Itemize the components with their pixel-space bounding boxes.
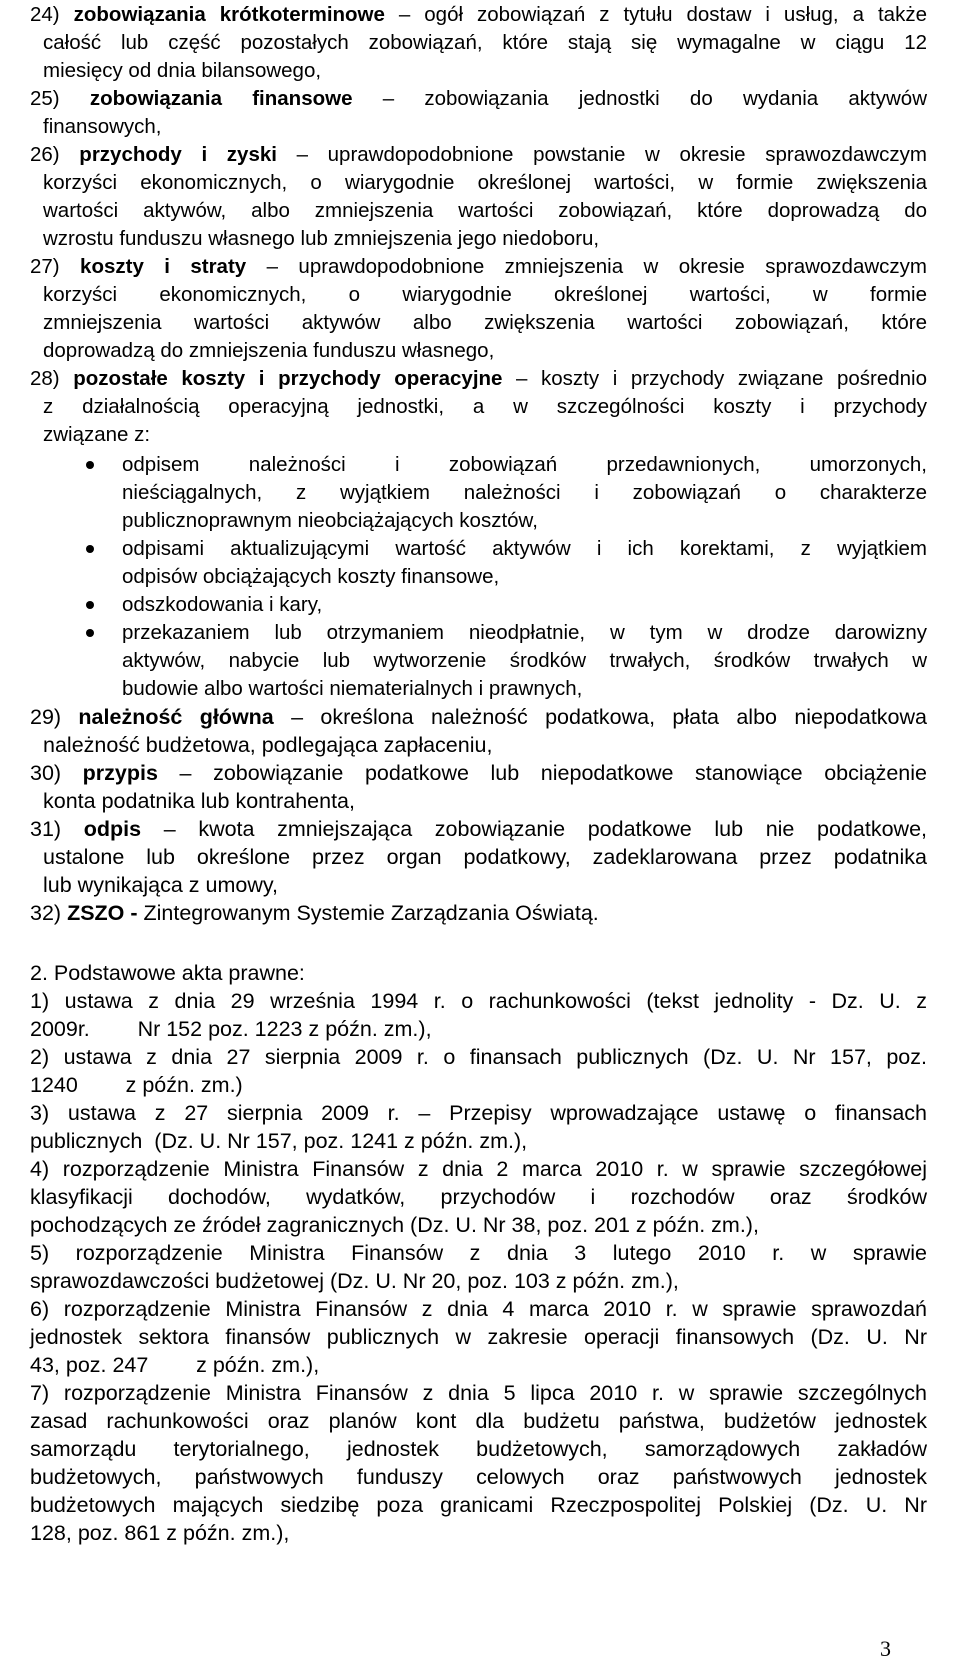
term-28: pozostałe koszty i przychody operacyjne (73, 367, 503, 390)
definition-27-line-4: doprowadzą do zmniejszenia funduszu własnego, (43, 339, 495, 362)
definition-31-line-3: lub wynikająca z umowy, (43, 873, 278, 897)
act-line-1: 1) ustawa z dnia 29 września 1994 r. o rachunkowości (tekst jednolity - Dz. U. z (30, 989, 927, 1013)
act-line-4: 1240 z późn. zm.) (30, 1073, 243, 1097)
act-line-9: pochodzących ze źródeł zagranicznych (Dz. U. Nr 38, poz. 201 z późn. zm.), (30, 1213, 759, 1237)
definition-31-line-1: 31) odpis – kwota zmniejszająca zobowiązanie podatkowe lub nie podatkowe, (30, 817, 927, 841)
term-24: zobowiązania krótkoterminowe (73, 3, 385, 26)
term-31: odpis (83, 817, 142, 841)
definition-26-line-4: wzrostu funduszu własnego lub zmniejszenia jego niedoboru, (43, 227, 600, 250)
act-line-19: budżetowych mających siedzibę poza granicami Rzeczpospolitej Polskiej (Dz. U. Nr (30, 1493, 927, 1517)
bullet-4-line-3: budowie albo wartości niematerialnych i prawnych, (122, 677, 583, 700)
act-line-11: sprawozdawczości budżetowej (Dz. U. Nr 20, poz. 103 z późn. zm.), (30, 1269, 679, 1293)
act-line-5: 3) ustawa z 27 sierpnia 2009 r. – Przepisy wprowadzające ustawę o finansach (30, 1101, 927, 1125)
definition-28-line-2: z działalnością operacyjną jednostki, a w szczególności koszty i przychody (43, 395, 927, 418)
definition-26-line-1: 26) przychody i zyski – uprawdopodobnione powstanie w okresie sprawozdawczym (30, 143, 927, 166)
definition-27-line-1: 27) koszty i straty – uprawdopodobnione zmniejszenia w okresie sprawozdawczym (30, 255, 927, 278)
term-27: koszty i straty (80, 255, 247, 278)
bullet-1-line-1: odpisem należności i zobowiązań przedawnionych, umorzonych, (122, 453, 927, 476)
bullet-2-line-1: odpisami aktualizującymi wartość aktywów i ich korektami, z wyjątkiem (122, 537, 927, 560)
act-line-16: zasad rachunkowości oraz planów kont dla budżetu państwa, budżetów jednostek (30, 1409, 927, 1433)
bullet-4-marker (86, 629, 94, 637)
act-line-18: budżetowych, państwowych funduszy celowych oraz państwowych jednostek (30, 1465, 927, 1489)
act-line-15: 7) rozporządzenie Ministra Finansów z dnia 5 lipca 2010 r. w sprawie szczególnych (30, 1381, 927, 1405)
section-2-heading: 2. Podstawowe akta prawne: (30, 961, 305, 985)
definition-32-line-1: 32) ZSZO - Zintegrowanym Systemie Zarządzania Oświatą. (30, 901, 599, 925)
act-line-2: 2009r. Nr 152 poz. 1223 z późn. zm.), (30, 1017, 432, 1041)
act-line-12: 6) rozporządzenie Ministra Finansów z dnia 4 marca 2010 r. w sprawie sprawozdań (30, 1297, 927, 1321)
act-line-10: 5) rozporządzenie Ministra Finansów z dnia 3 lutego 2010 r. w sprawie (30, 1241, 927, 1265)
act-line-17: samorządu terytorialnego, jednostek budżetowych, samorządowych zakładów (30, 1437, 927, 1461)
definition-28-line-3: związane z: (43, 423, 151, 446)
act-line-14: 43, poz. 247 z późn. zm.), (30, 1353, 320, 1377)
act-line-20: 128, poz. 861 z późn. zm.), (30, 1521, 290, 1545)
bullet-2-marker (86, 545, 94, 553)
act-line-3: 2) ustawa z dnia 27 sierpnia 2009 r. o finansach publicznych (Dz. U. Nr 157, poz. (30, 1045, 927, 1069)
term-30: przypis (82, 761, 158, 785)
definition-29-line-2: należność budżetowa, podlegająca zapłaceniu, (43, 733, 493, 757)
bullet-3-marker (86, 601, 94, 609)
term-25: zobowiązania finansowe (89, 87, 353, 110)
bullet-1-marker (86, 461, 94, 469)
bullet-4-line-2: aktywów, nabycie lub wytworzenie środków trwałych, środków trwałych w (122, 649, 927, 672)
bullet-1-line-3: publicznoprawnym nieobciążających kosztów, (122, 509, 538, 532)
definition-24-line-2: całość lub część pozostałych zobowiązań, które stają się wymagalne w ciągu 12 (43, 31, 927, 54)
term-26: przychody i zyski (79, 143, 277, 166)
definition-25-line-1: 25) zobowiązania finansowe – zobowiązania jednostki do wydania aktywów (30, 87, 928, 110)
definition-31-line-2: ustalone lub określone przez organ podatkowy, zadeklarowana przez podatnika (43, 845, 927, 869)
definition-30-line-1: 30) przypis – zobowiązanie podatkowe lub niepodatkowe stanowiące obciążenie (30, 761, 927, 785)
definition-26-line-3: wartości aktywów, albo zmniejszenia wartości zobowiązań, które doprowadzą do (43, 199, 927, 222)
definition-27-line-2: korzyści ekonomicznych, o wiarygodnie określonej wartości, w formie (43, 283, 927, 306)
act-line-6: publicznych (Dz. U. Nr 157, poz. 1241 z późn. zm.), (30, 1129, 528, 1153)
act-line-13: jednostek sektora finansów publicznych w zakresie operacji finansowych (Dz. U. Nr (30, 1325, 927, 1349)
term-32: ZSZO - (67, 901, 138, 925)
bullet-4-line-1: przekazaniem lub otrzymaniem nieodpłatnie, w tym w drodze darowizny (122, 621, 927, 644)
bullet-2-line-2: odpisów obciążających koszty finansowe, (122, 565, 500, 588)
definition-25-line-2: finansowych, (43, 115, 162, 138)
bullet-3-line-1: odszkodowania i kary, (122, 593, 323, 616)
definition-24-line-1: 24) zobowiązania krótkoterminowe – ogół zobowiązań z tytułu dostaw i usług, a także (30, 3, 927, 26)
definition-28-line-1: 28) pozostałe koszty i przychody operacyjne – koszty i przychody związane pośrednio (30, 367, 927, 390)
act-line-7: 4) rozporządzenie Ministra Finansów z dnia 2 marca 2010 r. w sprawie szczegółowej (30, 1157, 927, 1181)
bullet-1-line-2: nieściągalnych, z wyjątkiem należności i zobowiązań o charakterze (122, 481, 927, 504)
definition-27-line-3: zmniejszenia wartości aktywów albo zwiększenia wartości zobowiązań, które (43, 311, 927, 334)
definition-29-line-1: 29) należność główna – określona należność podatkowa, płata albo niepodatkowa (30, 705, 927, 729)
definition-24-line-3: miesięcy od dnia bilansowego, (43, 59, 322, 82)
act-line-8: klasyfikacji dochodów, wydatków, przychodów i rozchodów oraz środków (30, 1185, 927, 1209)
definition-26-line-2: korzyści ekonomicznych, o wiarygodnie określonej wartości, w formie zwiększenia (43, 171, 927, 194)
page-number: 3 (880, 1636, 891, 1661)
term-29: należność główna (78, 705, 274, 729)
definition-30-line-2: konta podatnika lub kontrahenta, (43, 789, 355, 813)
